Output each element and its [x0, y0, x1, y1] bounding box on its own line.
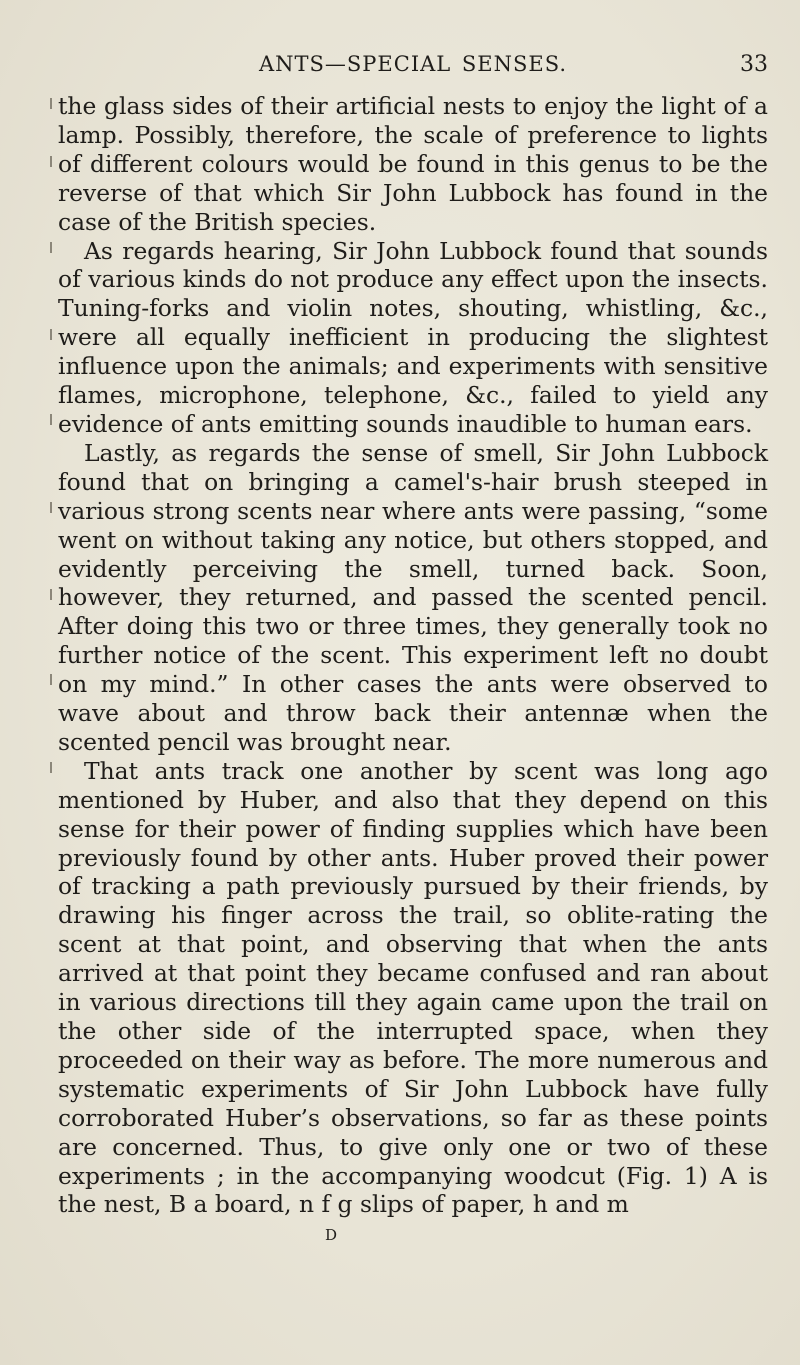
margin-mark — [50, 156, 52, 167]
body-text — [58, 92, 768, 1219]
paragraph-tracking: That ants track one another by scent was long ago mentioned by Huber, and also that they depend on this sense for their power of finding supplies which have been previously found by other ants. Huber proved their power of tracking a path previously pursued by their friends, by drawing his finger across the trail, so oblite-rating the scent at that point, and observing that when the ants arrived at that point they became confused and ran about in various directions till they again came upon the trail on the other side of the interrupted space, when they proceeded on their way as before. The more numerous and systematic experiments of Sir John Lubbock have fully corroborated Huber’s observations, so far as these points are concerned. Thus, to give only one or two of these experiments ; in the accompanying woodcut (Fig. 1) A is the nest, B a board, n f g slips of paper, h and m — [58, 756, 768, 1219]
margin-mark — [50, 98, 52, 109]
page-header — [58, 52, 768, 86]
margin-mark — [50, 502, 52, 513]
running-head: ANTS—SPECIAL SENSES. — [258, 52, 568, 76]
binding-edge-marks — [46, 92, 56, 1202]
margin-mark — [50, 589, 52, 600]
paragraph-hearing: As regards hearing, Sir John Lubbock found that sounds of various kinds do not produce any effect upon the insects. Tuning-forks and violin notes, shouting, whistling, &c., were all equally inefficient in producing the slightest influence upon the animals; and experiments with sensitive flames, microphone, telephone, &c., failed to yield any evidence of ants emitting sounds inaudible to human ears. — [58, 236, 768, 438]
page-number: 33 — [740, 52, 768, 77]
paragraph-continued: the glass sides of their artificial nests to enjoy the light of a lamp. Possibly, therefore, the scale of preference to lights of different colours would be found in this genus to be the reverse of that which Sir John Lubbock has found in the case of the British species. — [58, 92, 768, 236]
paragraph-smell: Lastly, as regards the sense of smell, Sir John Lubbock found that on bringing a camel's-hair brush steeped in various strong scents near where ants were passing, “some went on without taking any notice, but others stopped, and evidently perceiving the smell, turned back. Soon, however, they returned, and passed the scented pencil. After doing this two or three times, they generally took no further notice of the scent. This experiment left no doubt on my mind.” In other cases the ants were observed to wave about and throw back their antennæ when the scented pencil was brought near. — [58, 438, 768, 756]
margin-mark — [50, 242, 52, 253]
margin-mark — [50, 414, 52, 425]
margin-mark — [50, 674, 52, 685]
margin-mark — [50, 329, 52, 340]
margin-mark — [50, 762, 52, 773]
signature-mark: D — [325, 1226, 338, 1244]
